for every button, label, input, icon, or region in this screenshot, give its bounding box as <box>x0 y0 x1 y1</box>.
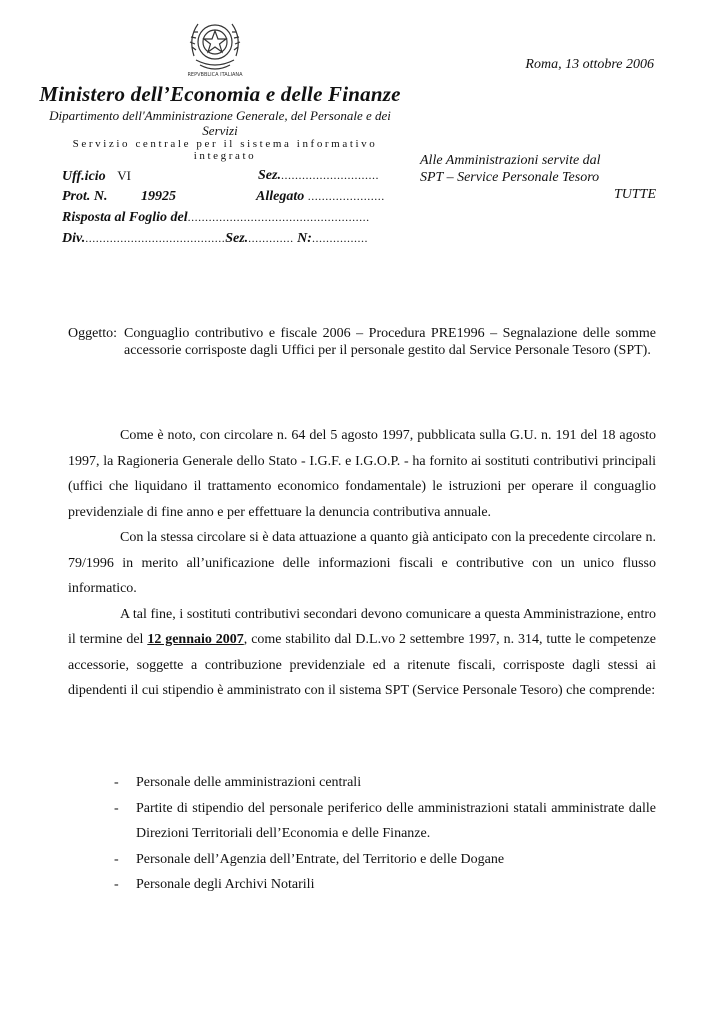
recipient-line-3: TUTTE <box>613 187 656 202</box>
risposta-label: Risposta al Foglio del <box>62 210 188 225</box>
sez-label: Sez. <box>258 168 281 183</box>
personnel-list <box>68 770 656 898</box>
n-dots: ................ <box>311 231 368 245</box>
service-name: Servizio centrale per il sistema informativo integrato <box>72 138 378 162</box>
recipient-block <box>420 152 656 203</box>
deadline-date: 12 gennaio 2007 <box>147 632 244 647</box>
allegato-label: Allegato <box>256 189 305 204</box>
prot-label: Prot. N. <box>62 189 108 204</box>
list-item: - Personale dell’Agenzia dell’Entrate, del Territorio e delle Dogane <box>68 847 656 873</box>
ufficio-label: Uff.icio <box>62 169 106 184</box>
paragraph-2: Con la stessa circolare si è data attuazione a quanto già anticipato con la precedente circolare n. 79/1996 in merito all’unificazione delle informazioni fiscali e contributive con un unico flusso informatico. <box>68 530 656 596</box>
paragraph-1: Come è noto, con circolare n. 64 del 5 agosto 1997, pubblicata sulla G.U. n. 191 del 18 agosto 1997, la Ragioneria Generale dello Stato - I.G.F. e I.G.O.P. - ha fornito ai sostituti contributivi principali (uffici che liquidano il trattamento economico fondamentale) le istruzioni per operare il conguaglio previdenziale di fine anno e per effettuare la denuncia contributiva annuale. <box>68 428 656 520</box>
body-text <box>68 423 656 704</box>
form-sez-line <box>258 168 379 184</box>
form-prot-line <box>62 189 176 205</box>
sez-dots: ............................ <box>280 168 379 182</box>
list-item: - Partite di stipendio del personale periferico delle amministrazioni statali amministrate dalle Direzioni Territoriali dell’Economia e delle Finanze. <box>68 796 656 847</box>
ufficio-value: VI <box>117 168 131 183</box>
document-date: Roma, 13 ottobre 2006 <box>525 57 654 72</box>
risposta-dots: .................................................... <box>187 210 370 224</box>
svg-text:REPVBBLICA ITALIANA: REPVBBLICA ITALIANA <box>187 72 243 78</box>
recipient-line-2: SPT – Service Personale Tesoro <box>420 170 600 185</box>
italian-republic-emblem-icon <box>186 16 244 78</box>
recipient-line-1: Alle Amministrazioni servite dal <box>420 153 601 168</box>
sez2-label: Sez. <box>225 231 249 246</box>
prot-value: 19925 <box>141 189 176 204</box>
n-label: N: <box>297 231 312 246</box>
allegato-dots: ...................... <box>307 189 385 203</box>
form-allegato-line <box>256 189 385 205</box>
sez2-dots: ............. <box>248 231 294 245</box>
ministry-title: Ministero dell’Economia e delle Finanze <box>39 82 401 106</box>
form-div-line <box>62 231 368 247</box>
paragraph-3-end: , come stabilito dal D.L.vo 2 settembre 1997, n. 314, tutte le competenze accessorie, soggette a contribuzione previdenziale ed a ritenute fiscali, corrisposte dagli stessi ai dipendenti il cui stipendio è amministrato con il sistema SPT (Service Personale Tesoro) che comprende: <box>68 632 656 698</box>
subject-block <box>68 325 656 359</box>
form-ufficio-line <box>62 168 131 185</box>
paragraph-3-start: A tal fine, i sostituti contributivi secondari devono comunicare a questa Amministrazione, entro il termine del <box>68 606 656 647</box>
list-item: - Personale degli Archivi Notarili <box>68 872 656 898</box>
department-name: Dipartimento dell'Amministrazione Generale, del Personale e dei Servizi <box>49 108 391 138</box>
div-dots: ........................................ <box>85 231 226 245</box>
form-risposta-line <box>62 210 370 226</box>
div-label: Div. <box>62 231 86 246</box>
subject-text: Conguaglio contributivo e fiscale 2006 – Procedura PRE1996 – Segnalazione delle somme accessorie corrisposte dagli Uffici per il personale gestito dal Service Personale Tesoro (SPT). <box>124 326 656 358</box>
paragraph-3 <box>68 602 656 704</box>
list-item: - Personale delle amministrazioni centrali <box>68 770 656 796</box>
subject-label: Oggetto: <box>68 326 117 341</box>
